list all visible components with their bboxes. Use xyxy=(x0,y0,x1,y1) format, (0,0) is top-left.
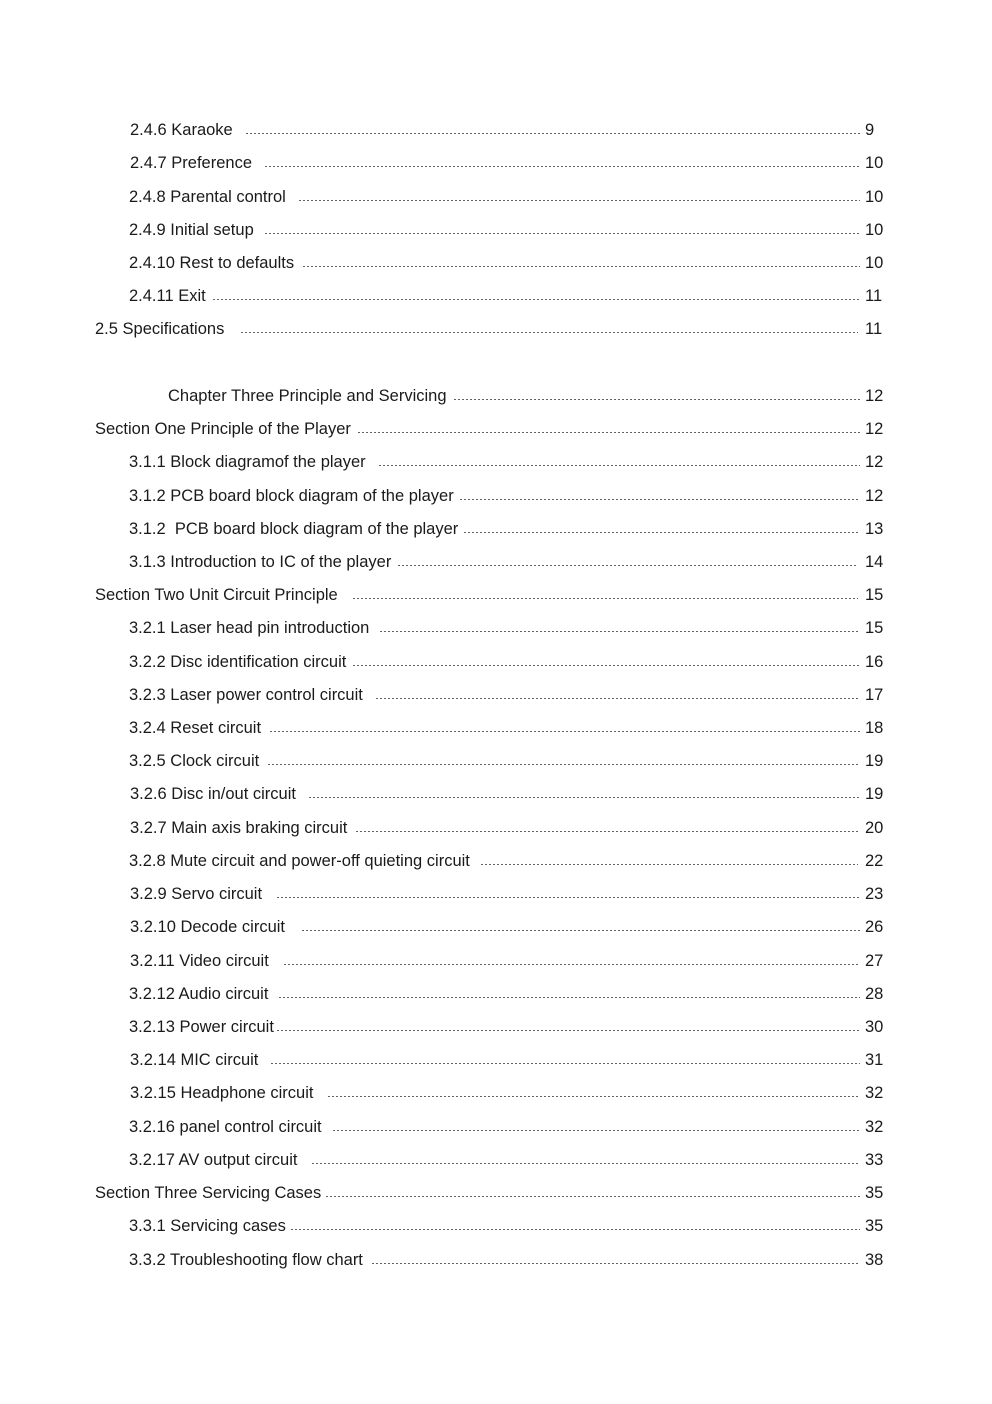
toc-page-number: 10 xyxy=(865,221,884,239)
toc-page-number: 33 xyxy=(865,1151,884,1169)
toc-entry-title: 3.2.15 Headphone circuit xyxy=(130,1083,327,1103)
dot-leader xyxy=(308,797,860,798)
toc-entry-title: 2.4.11 Exit xyxy=(129,286,212,306)
dot-leader xyxy=(327,1096,860,1097)
toc-entry-title: 3.2.17 AV output circuit xyxy=(129,1150,311,1170)
toc-entry-title: Section Two Unit Circuit Principle xyxy=(95,585,352,605)
dot-leader xyxy=(459,499,860,500)
toc-page-number: 12 xyxy=(865,387,884,405)
dot-leader xyxy=(302,266,860,267)
toc-entry[interactable] xyxy=(129,218,860,240)
dot-leader xyxy=(240,332,858,333)
toc-entry-title: 2.4.9 Initial setup xyxy=(129,220,264,240)
toc-page-number: 38 xyxy=(865,1251,884,1269)
toc-page-number: 9 xyxy=(865,121,875,139)
dot-leader xyxy=(355,831,860,832)
toc-entry-title: 3.1.2 PCB board block diagram of the player xyxy=(129,486,459,506)
dot-leader xyxy=(269,731,860,732)
toc-section-entry[interactable] xyxy=(95,583,858,605)
toc-page-number: 10 xyxy=(865,154,884,172)
toc-page-number: 12 xyxy=(865,420,884,438)
toc-page-number: 35 xyxy=(865,1184,884,1202)
toc-entry[interactable] xyxy=(129,1015,860,1037)
toc-page-number: 18 xyxy=(865,719,884,737)
toc-entry[interactable] xyxy=(129,749,860,771)
toc-entry-title: 3.1.1 Block diagramof the player xyxy=(129,452,378,472)
dot-leader xyxy=(453,399,860,400)
toc-entry-title: 3.2.7 Main axis braking circuit xyxy=(130,818,355,838)
toc-page-number: 32 xyxy=(865,1084,884,1102)
toc-entry[interactable] xyxy=(129,1214,860,1236)
toc-page-number: 17 xyxy=(865,686,884,704)
toc-entry[interactable] xyxy=(129,1115,860,1137)
toc-page-number: 15 xyxy=(865,619,884,637)
dot-leader xyxy=(278,997,860,998)
toc-entry-title: 3.2.2 Disc identification circuit xyxy=(129,652,352,672)
toc-page-number: 19 xyxy=(865,752,884,770)
dot-leader xyxy=(311,1163,858,1164)
toc-page-number: 11 xyxy=(865,320,883,338)
toc-page-number: 19 xyxy=(865,785,884,803)
toc-entry[interactable] xyxy=(129,683,860,705)
toc-entry[interactable] xyxy=(129,185,860,207)
dot-leader xyxy=(378,465,860,466)
toc-entry-title: 3.2.10 Decode circuit xyxy=(130,917,301,937)
toc-entry[interactable] xyxy=(130,882,860,904)
toc-page-number: 23 xyxy=(865,885,884,903)
toc-entry-title: 3.2.4 Reset circuit xyxy=(129,718,269,738)
toc-entry[interactable] xyxy=(129,517,860,539)
toc-entry[interactable] xyxy=(129,550,858,572)
toc-entry-title: 3.2.5 Clock circuit xyxy=(129,751,267,771)
toc-section-entry[interactable] xyxy=(95,417,860,439)
toc-entry-title: 2.5 Specifications xyxy=(95,319,240,339)
dot-leader xyxy=(463,532,860,533)
toc-entry[interactable] xyxy=(129,650,860,672)
dot-leader xyxy=(264,233,860,234)
dot-leader xyxy=(283,964,860,965)
toc-entry[interactable] xyxy=(129,982,860,1004)
toc-page-number: 13 xyxy=(865,520,884,538)
toc-entry-title: 3.2.12 Audio circuit xyxy=(129,984,278,1004)
toc-page-number: 15 xyxy=(865,586,884,604)
toc-entry[interactable] xyxy=(130,915,860,937)
toc-entry[interactable] xyxy=(129,284,860,306)
dot-leader xyxy=(397,565,858,566)
toc-page-number: 35 xyxy=(865,1217,884,1235)
toc-page-number: 30 xyxy=(865,1018,884,1036)
dot-leader xyxy=(371,1263,860,1264)
toc-entry-title: 2.4.6 Karaoke xyxy=(130,120,245,140)
dot-leader xyxy=(264,166,860,167)
toc-entry-title: 2.4.8 Parental control xyxy=(129,187,298,207)
toc-entry-title: 3.3.1 Servicing cases xyxy=(129,1216,290,1236)
toc-chapter-entry[interactable] xyxy=(168,384,860,406)
dot-leader xyxy=(290,1229,860,1230)
dot-leader xyxy=(276,897,860,898)
dot-leader xyxy=(298,200,860,201)
toc-entry-title: 3.2.3 Laser power control circuit xyxy=(129,685,375,705)
dot-leader xyxy=(270,1063,860,1064)
toc-page-number: 10 xyxy=(865,254,884,272)
toc-entry-title: 2.4.10 Rest to defaults xyxy=(129,253,302,273)
dot-leader xyxy=(212,299,860,300)
toc-entry-title: Section Three Servicing Cases xyxy=(95,1183,325,1203)
dot-leader xyxy=(276,1030,860,1031)
toc-page-number: 27 xyxy=(865,952,884,970)
toc-page-number: 26 xyxy=(865,918,884,936)
toc-entry-title: 3.2.1 Laser head pin introduction xyxy=(129,618,379,638)
toc-entry[interactable] xyxy=(95,317,858,339)
toc-entry-title: 3.3.2 Troubleshooting flow chart xyxy=(129,1250,371,1270)
dot-leader xyxy=(245,133,860,134)
toc-entry-title: Section One Principle of the Player xyxy=(95,419,357,439)
toc-entry[interactable] xyxy=(129,1148,858,1170)
toc-page-number: 12 xyxy=(865,453,884,471)
dot-leader xyxy=(325,1196,860,1197)
dot-leader xyxy=(352,598,858,599)
toc-entry-title: 3.2.6 Disc in/out circuit xyxy=(130,784,308,804)
dot-leader xyxy=(267,764,860,765)
toc-entry-title: Chapter Three Principle and Servicing xyxy=(168,386,453,406)
toc-entry[interactable] xyxy=(130,1081,860,1103)
dot-leader xyxy=(375,698,860,699)
toc-page-number: 12 xyxy=(865,487,884,505)
toc-entry[interactable] xyxy=(129,849,858,871)
toc-entry[interactable] xyxy=(129,616,858,638)
dot-leader xyxy=(480,864,858,865)
toc-entry[interactable] xyxy=(130,151,860,173)
toc-entry-title: 3.2.11 Video circuit xyxy=(130,951,283,971)
toc-page-number: 20 xyxy=(865,819,884,837)
toc-entry-title: 3.2.8 Mute circuit and power-off quieting circuit xyxy=(129,851,480,871)
toc-entry-title: 3.2.16 panel control circuit xyxy=(129,1117,332,1137)
toc-page-number: 10 xyxy=(865,188,884,206)
toc-page-number: 11 xyxy=(865,287,883,305)
dot-leader xyxy=(332,1130,860,1131)
toc-entry-title: 3.1.2 PCB board block diagram of the player xyxy=(129,519,463,539)
toc-entry-title: 3.2.9 Servo circuit xyxy=(130,884,276,904)
toc-entry-title: 3.2.13 Power circuit xyxy=(129,1018,274,1036)
toc-page-number: 14 xyxy=(865,553,884,571)
toc-entry[interactable] xyxy=(129,1248,860,1270)
dot-leader xyxy=(357,432,860,433)
dot-leader xyxy=(352,665,860,666)
toc-entry[interactable] xyxy=(130,949,860,971)
toc-page-number: 31 xyxy=(865,1051,884,1069)
toc-entry-title: 2.4.7 Preference xyxy=(130,153,264,173)
toc-entry[interactable] xyxy=(130,782,860,804)
toc-entry[interactable] xyxy=(130,1048,860,1070)
toc-entry-title: 3.2.14 MIC circuit xyxy=(130,1050,270,1070)
toc-page-number: 32 xyxy=(865,1118,884,1136)
toc-page-number: 22 xyxy=(865,852,884,870)
toc-section-entry[interactable] xyxy=(95,1181,860,1203)
toc-entry[interactable] xyxy=(129,716,860,738)
toc-entry[interactable] xyxy=(129,251,860,273)
toc-entry[interactable] xyxy=(129,484,860,506)
toc-page-number: 16 xyxy=(865,653,884,671)
toc-entry[interactable] xyxy=(130,816,860,838)
toc-entry[interactable] xyxy=(130,118,860,140)
toc-entry-title: 3.1.3 Introduction to IC of the player xyxy=(129,552,397,572)
toc-entry[interactable] xyxy=(129,450,860,472)
dot-leader xyxy=(379,631,858,632)
toc-page-number: 28 xyxy=(865,985,884,1003)
dot-leader xyxy=(301,930,860,931)
